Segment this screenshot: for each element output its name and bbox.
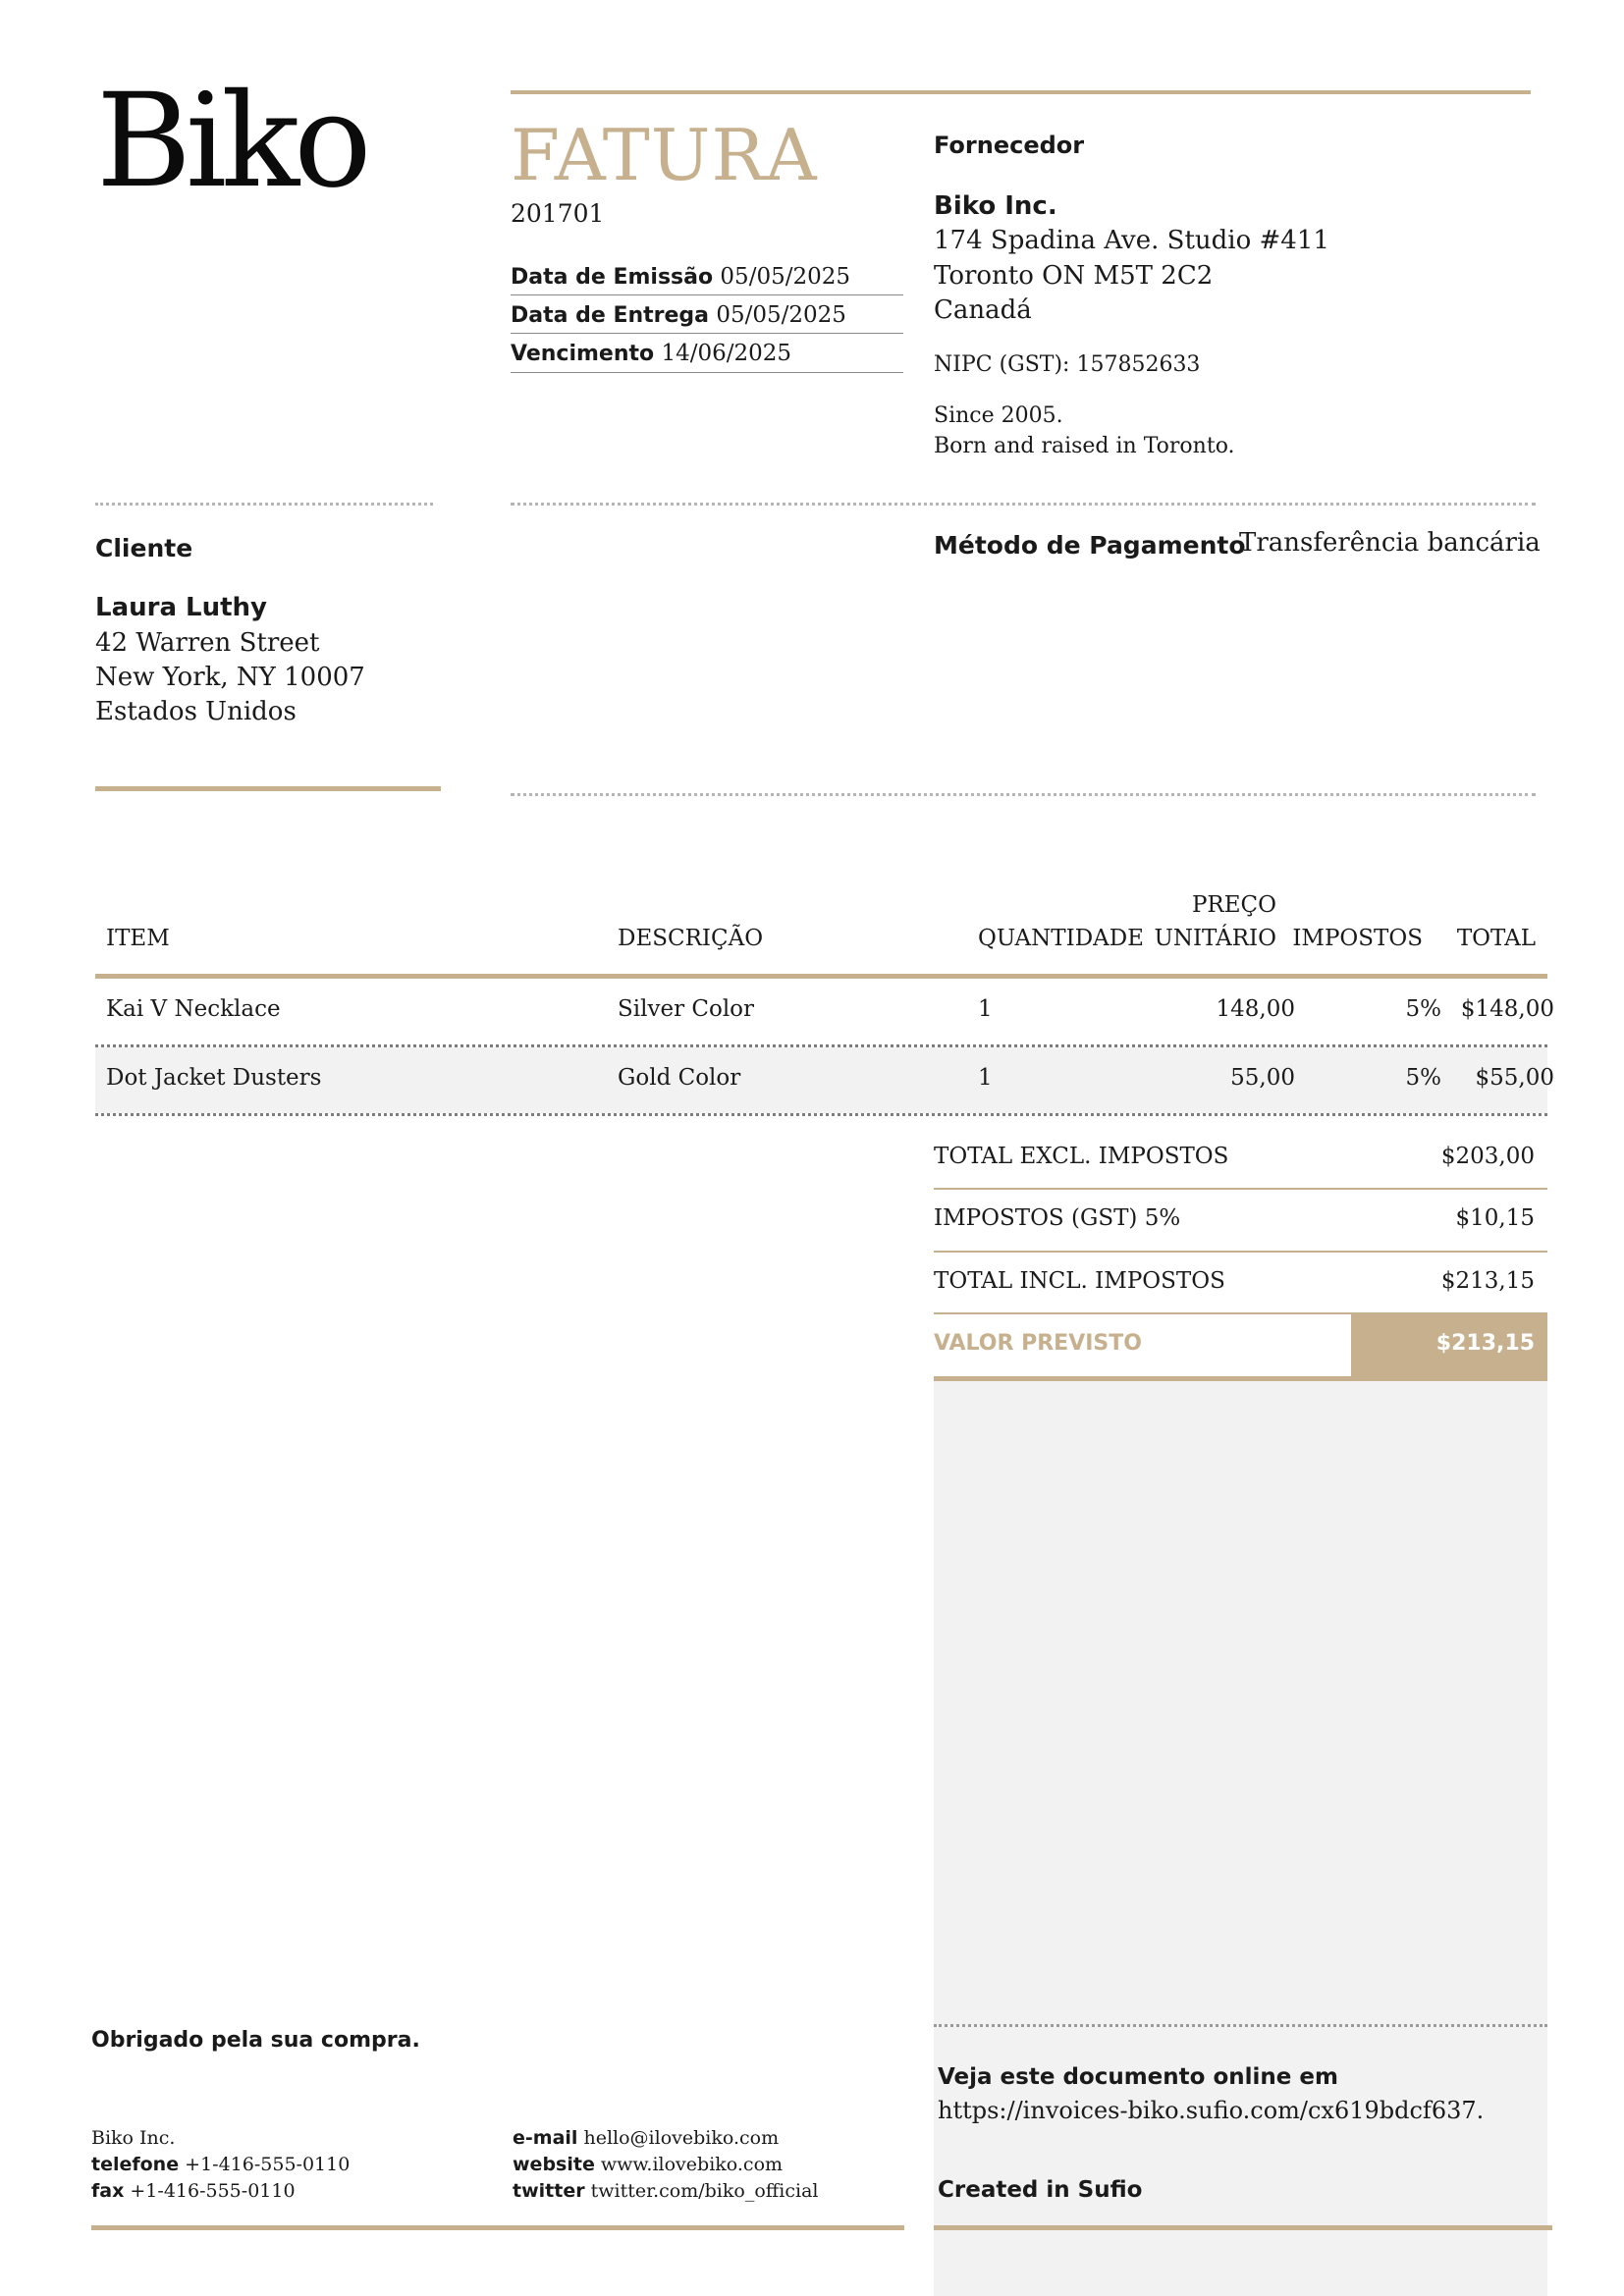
- footer-website-value[interactable]: www.ilovebiko.com: [600, 2154, 784, 2175]
- total-excl-value: $203,00: [1440, 1144, 1535, 1169]
- supplier-tagline: Born and raised in Toronto.: [934, 434, 1235, 458]
- delivery-date: [511, 295, 903, 335]
- footer-fax-label: fax: [91, 2180, 125, 2202]
- row-unit-price: 148,00: [1216, 996, 1295, 1022]
- supplier-tax-id: NIPC (GST): 157852633: [934, 352, 1201, 377]
- footer-fax-value: +1-416-555-0110: [130, 2180, 296, 2202]
- client-name: Laura Luthy: [95, 593, 268, 622]
- created-in-sufio: Created in Sufio: [938, 2177, 1143, 2203]
- client-address-line: New York, NY 10007: [95, 663, 365, 692]
- footer-email-value[interactable]: hello@ilovebiko.com: [583, 2127, 780, 2149]
- row-quantity: 1: [978, 996, 993, 1022]
- col-header-unit-price: UNITÁRIO: [1154, 926, 1276, 951]
- section-divider: [95, 503, 433, 506]
- header-rule: [511, 90, 1531, 94]
- totals-rule: [934, 1188, 1547, 1190]
- delivery-date-value: 05/05/2025: [716, 302, 846, 328]
- footer-rule: [91, 2225, 904, 2230]
- footer-website: [513, 2152, 783, 2178]
- col-header-description: DESCRIÇÃO: [618, 926, 764, 951]
- col-header-total: TOTAL: [1456, 926, 1536, 951]
- total-incl-value: $213,15: [1440, 1268, 1535, 1294]
- row-total: $55,00: [1475, 1065, 1554, 1091]
- client-rule: [95, 786, 441, 791]
- row-description: Silver Color: [618, 996, 755, 1022]
- footer-phone-label: telefone: [91, 2154, 180, 2175]
- thank-you-note: Obrigado pela sua compra.: [91, 2028, 420, 2053]
- footer-twitter-label: twitter: [513, 2180, 585, 2202]
- row-unit-price: 55,00: [1230, 1065, 1295, 1091]
- due-date: [511, 334, 903, 373]
- panel-divider: [934, 2024, 1547, 2027]
- footer-twitter-value[interactable]: twitter.com/biko_official: [590, 2180, 819, 2202]
- meta-divider: [511, 372, 903, 373]
- row-item: Kai V Necklace: [106, 996, 281, 1022]
- section-divider: [511, 503, 1536, 506]
- table-row: [95, 1047, 1554, 1113]
- supplier-label: Fornecedor: [934, 132, 1085, 159]
- supplier-address-line: Canadá: [934, 295, 1032, 325]
- supplier-address-line: 174 Spadina Ave. Studio #411: [934, 226, 1329, 255]
- row-divider: [95, 1113, 1547, 1116]
- supplier-name: Biko Inc.: [934, 191, 1057, 221]
- row-tax: 5%: [1405, 996, 1441, 1022]
- footer-twitter: [513, 2178, 818, 2205]
- issue-date-label: Data de Emissão: [511, 265, 714, 290]
- row-quantity: 1: [978, 1065, 993, 1091]
- amount-due-value: $213,15: [1435, 1331, 1535, 1356]
- company-logo: Biko: [96, 66, 366, 217]
- total-incl-label: TOTAL INCL. IMPOSTOS: [934, 1268, 1225, 1294]
- footer-phone-value: +1-416-555-0110: [185, 2154, 351, 2175]
- supplier-tagline: Since 2005.: [934, 403, 1063, 428]
- invoice-title: FATURA: [511, 114, 818, 196]
- row-total: $148,00: [1460, 996, 1554, 1022]
- tax-value: $10,15: [1455, 1205, 1535, 1231]
- delivery-date-label: Data de Entrega: [511, 303, 710, 328]
- row-description: Gold Color: [618, 1065, 741, 1091]
- footer-email: [513, 2125, 779, 2152]
- due-date-label: Vencimento: [511, 342, 655, 366]
- footer-company: Biko Inc.: [91, 2127, 176, 2149]
- online-url[interactable]: https://invoices-biko.sufio.com/cx619bdcf637.: [938, 2097, 1485, 2124]
- row-item: Dot Jacket Dusters: [106, 1065, 322, 1091]
- footer-fax: [91, 2178, 296, 2205]
- info-panel: [934, 1381, 1547, 2296]
- footer-website-label: website: [513, 2154, 595, 2175]
- invoice-number: 201701: [511, 199, 605, 228]
- panel-footer-rule: [934, 2225, 1552, 2230]
- supplier-address-line: Toronto ON M5T 2C2: [934, 261, 1214, 291]
- col-header-item: ITEM: [106, 926, 170, 951]
- payment-label: Método de Pagamento: [934, 531, 1246, 560]
- tax-label: IMPOSTOS (GST) 5%: [934, 1205, 1181, 1231]
- total-excl-label: TOTAL EXCL. IMPOSTOS: [934, 1144, 1229, 1169]
- footer-email-label: e-mail: [513, 2127, 578, 2149]
- row-tax: 5%: [1405, 1065, 1441, 1091]
- issue-date: [511, 257, 903, 296]
- online-label: Veja este documento online em: [938, 2064, 1338, 2090]
- col-header-quantity: QUANTIDADE: [978, 926, 1144, 951]
- totals-rule: [934, 1251, 1547, 1253]
- col-header-taxes: IMPOSTOS: [1292, 926, 1423, 951]
- client-address-line: Estados Unidos: [95, 697, 297, 726]
- client-label: Cliente: [95, 534, 193, 562]
- table-row: [95, 979, 1554, 1045]
- client-address-line: 42 Warren Street: [95, 628, 320, 658]
- footer-phone: [91, 2152, 350, 2178]
- payment-value: Transferência bancária: [1239, 528, 1541, 558]
- amount-due-label: VALOR PREVISTO: [934, 1331, 1142, 1356]
- issue-date-value: 05/05/2025: [720, 264, 850, 290]
- col-header-unit-price: PREÇO: [1191, 892, 1276, 918]
- section-divider: [511, 793, 1536, 796]
- due-date-value: 14/06/2025: [661, 341, 792, 366]
